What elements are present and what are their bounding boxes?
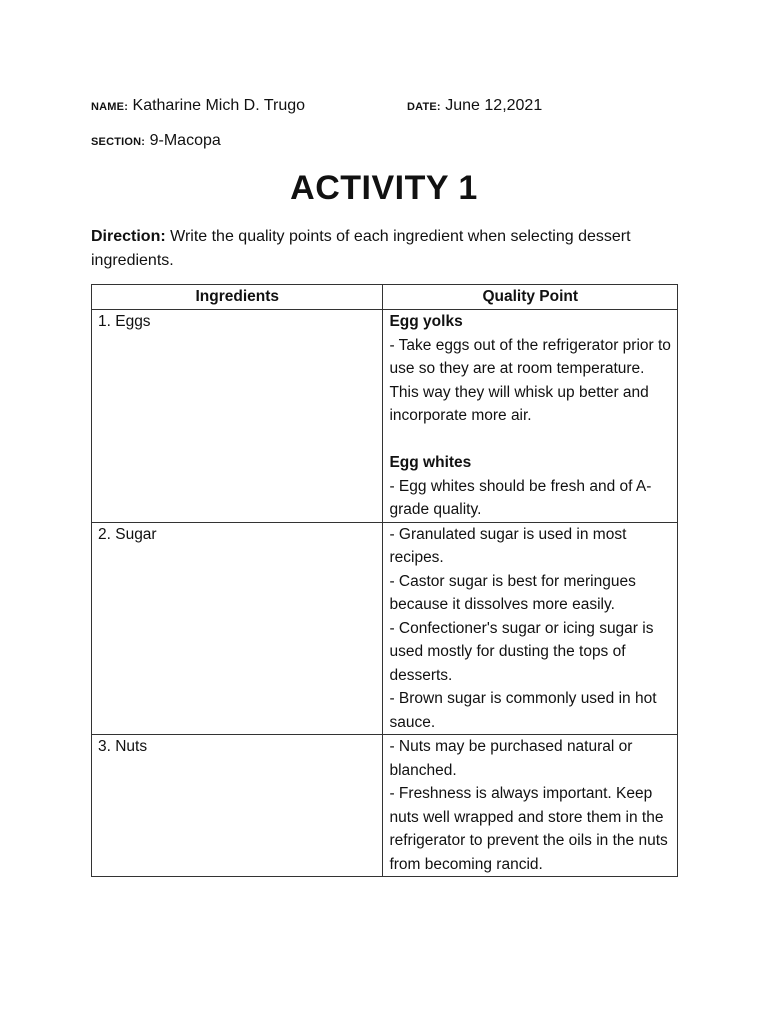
table-row bbox=[92, 310, 678, 523]
table-row bbox=[92, 522, 678, 735]
table-header-row bbox=[92, 285, 678, 310]
section-value: 9-Macopa bbox=[149, 132, 221, 149]
direction-label: Direction: bbox=[91, 228, 166, 245]
date-field bbox=[407, 96, 542, 117]
egg-whites-text: - Egg whites should be fresh and of A-grade quality. bbox=[389, 477, 652, 518]
quality-cell bbox=[383, 735, 678, 877]
egg-whites-heading: Egg whites bbox=[389, 454, 472, 471]
name-field bbox=[91, 96, 305, 117]
name-value: Katharine Mich D. Trugo bbox=[132, 97, 306, 114]
quality-line: - Castor sugar is best for meringues because it dissolves more easily. bbox=[389, 572, 636, 613]
quality-line: - Nuts may be purchased natural or blanched. bbox=[389, 738, 633, 779]
header-quality-point: Quality Point bbox=[383, 285, 678, 310]
name-label: NAME: bbox=[91, 101, 129, 113]
quality-line: - Brown sugar is commonly used in hot sauce. bbox=[389, 690, 657, 731]
quality-line: - Granulated sugar is used in most recipes. bbox=[389, 525, 627, 566]
quality-line: - Confectioner's sugar or icing sugar is used mostly for dusting the tops of desserts. bbox=[389, 619, 654, 684]
section-field bbox=[91, 131, 221, 152]
date-value: June 12,2021 bbox=[445, 97, 543, 114]
quality-cell bbox=[383, 522, 678, 735]
quality-line: - Freshness is always important. Keep nuts well wrapped and store them in the refrigerator to prevent the oils in the nuts from becoming rancid. bbox=[389, 785, 668, 873]
quality-cell bbox=[383, 310, 678, 523]
header-ingredients: Ingredients bbox=[92, 285, 383, 310]
egg-yolks-heading: Egg yolks bbox=[389, 313, 463, 330]
ingredient-cell: 1. Eggs bbox=[92, 310, 383, 523]
table-row bbox=[92, 735, 678, 877]
quality-table bbox=[91, 284, 678, 877]
egg-yolks-text: - Take eggs out of the refrigerator prior to use so they are at room temperature. This way they will whisk up better and incorporate more air. bbox=[389, 336, 671, 424]
direction-body: Write the quality points of each ingredient when selecting dessert ingredients. bbox=[91, 228, 631, 269]
ingredient-cell: 3. Nuts bbox=[92, 735, 383, 877]
ingredient-cell: 2. Sugar bbox=[92, 522, 383, 735]
date-label: DATE: bbox=[407, 101, 441, 113]
page-title: ACTIVITY 1 bbox=[290, 169, 478, 207]
direction-text bbox=[91, 225, 691, 273]
spacer bbox=[389, 428, 671, 452]
section-label: SECTION: bbox=[91, 136, 146, 148]
